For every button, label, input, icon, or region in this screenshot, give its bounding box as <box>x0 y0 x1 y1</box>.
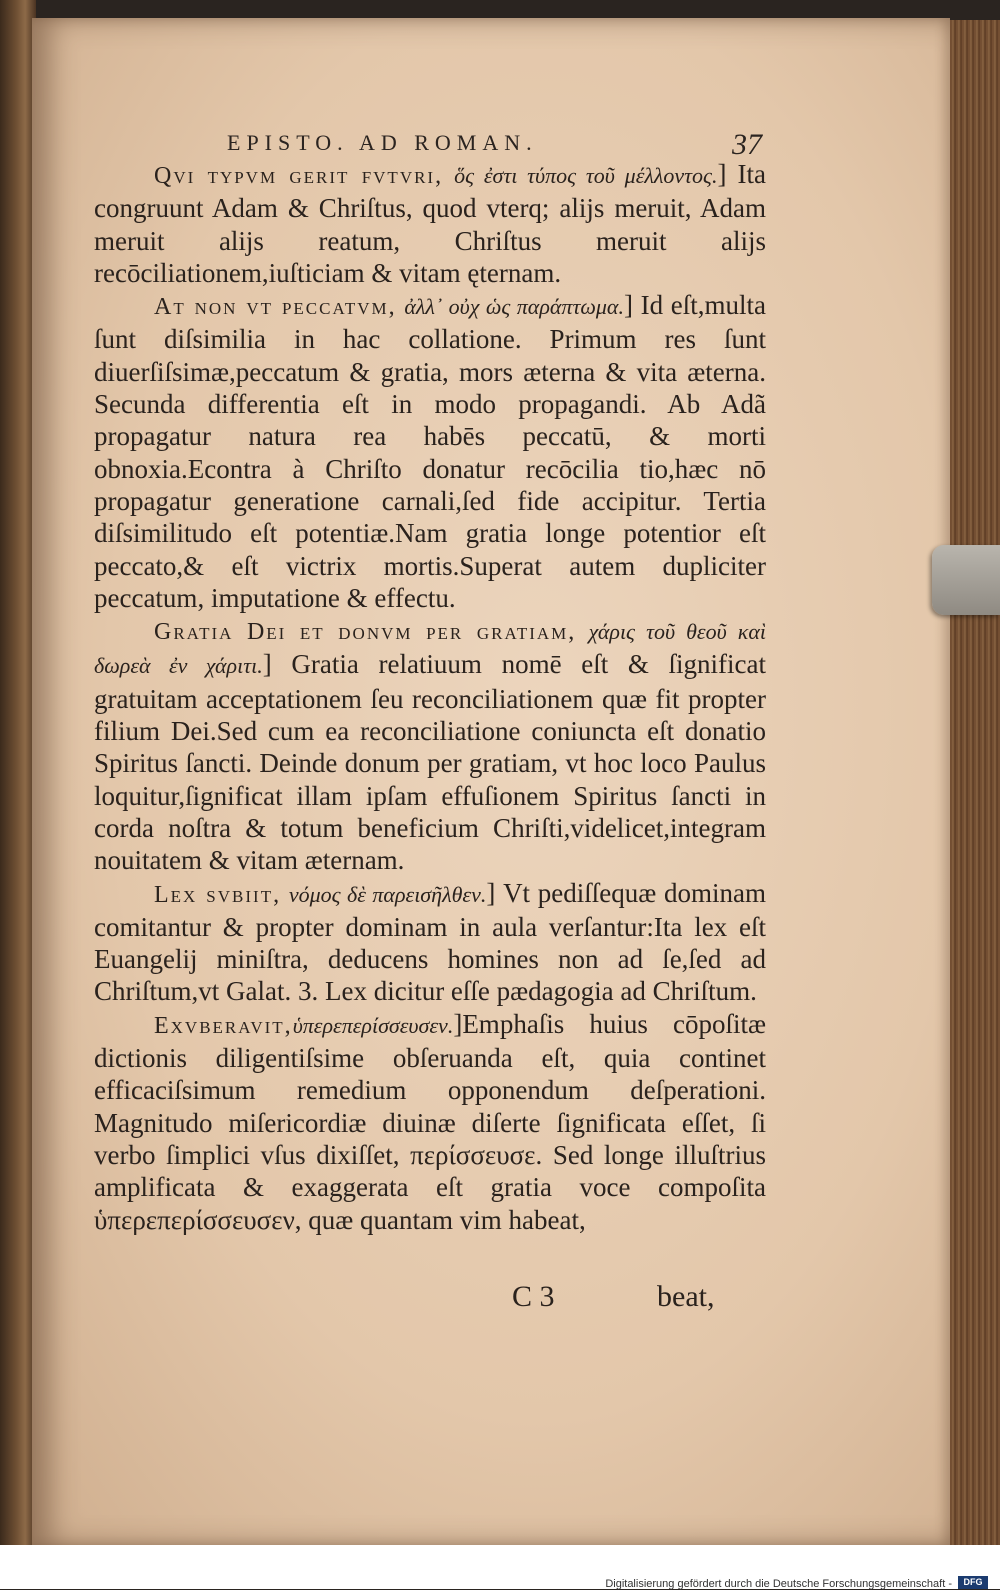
funding-credit: Digitalisierung gefördert durch die Deutsche Forschungsgemeinschaft - <box>605 1578 952 1590</box>
paragraph-text: ] Ita congruunt Adam & Chriſtus, quod vterq; alijs meruit, Adam meruit alijs reatum, Chriſtus meruit alijs recōciliationem,iuſticiam & vitam ęternam. <box>94 159 767 288</box>
signature-mark: C 3 <box>512 1280 555 1313</box>
body-text <box>94 158 766 1236</box>
lemma: Qvi typvm gerit fvtvri, <box>154 163 444 189</box>
page-edges-right <box>945 20 1000 1545</box>
greek-quote: ὑπερεπερίσσευσεν. <box>292 1012 454 1038</box>
lemma: Exvberavit, <box>154 1012 293 1039</box>
paragraph-2 <box>94 289 766 614</box>
paragraph-text: ] Gratia relatiuum nomē eſt & ſignificat gratuitam acceptationem ſeu reconciliationem quæ fit propter filium Dei.Sed cum ea reconciliatione coniuncta eſt donatio Spiritus ſancti. Deinde donum per gratiam, vt hoc loco Paulus loquitur,ſignificat illam ipſam effuſionem Spiritus ſancti in corda noſtra & totum beneficium Chriſti,videlicet,integram nouitatem & vitam æternam. <box>94 649 766 876</box>
book-spine-left <box>0 0 36 1545</box>
paragraph-1 <box>94 158 766 289</box>
lemma: Lex svbiit, <box>154 881 282 908</box>
paragraph-text: ] Vt pediſſequæ dominam comitantur & propter dominam in aula verſantur:Ita lex eſt Euangelij miniſtra, deducens homines non ad ſe,ſed ad Chriſtum,vt Galat. 3. Lex dicitur eſſe pædagogia ad Chriſtum. <box>94 877 766 1007</box>
greek-quote: νόμος δὲ παρεισῆλθεν. <box>288 881 487 907</box>
page-number: 37 <box>732 128 762 161</box>
paragraph-text: ]Emphaſis huius cōpoſitæ dictionis diligentiſsime obſeruanda eſt, quia continet efficaciſsimum remedium opponendum deſperationi. Magnitudo miſericordiæ diuinæ diſerte ſignificata eſſet, ſi verbo ſimplici vſus dixiſſet, περίσσευσε. Sed longe illuſtrius amplificata & exaggerata eſt gratia voce compoſita ὑπερεπερίσσευσεν, quæ quantam vim habeat, <box>94 1008 766 1235</box>
lemma: At non vt peccatvm, <box>154 294 397 321</box>
catchword: beat, <box>657 1280 715 1313</box>
greek-quote: χάρις τοῦ θεοῦ καὶ δωρεὰ ἐν χάριτι. <box>94 619 766 679</box>
lemma: Gratia Dei et donvm per gratiam, <box>154 619 577 646</box>
paragraph-text: ] Id eſt,multa ſunt diſsimilia in hac collatione. Primum res ſunt diuerſiſsimæ,peccatum & gratia, mors æterna & vita æterna. Secunda differentia eſt in modo propagandi. Ab Adã propagatur natura rea habēs peccatū, & morti obnoxia.Econtra à Chriſto donatur recōcilia tio,hæc nō propagatur generatione carnali,ſed fide accipitur. Tertia diſsimilitudo eſt potentiæ.Nam gratia longe potentior eſt peccato,& eſt victrix mortis.Superat autem dupliciter peccatum, imputatione & effectu. <box>94 290 766 613</box>
bookmark-clip <box>932 545 1000 615</box>
greek-quote: ὅς ἐστι τύπος τοῦ μέλλοντος. <box>454 163 718 188</box>
signature-line <box>512 1280 762 1314</box>
paragraph-4 <box>94 877 766 1008</box>
greek-quote: ἀλλ᾽ οὐχ ὡς παράπτωμα. <box>404 294 624 320</box>
running-head: EPISTO. AD ROMAN. <box>227 130 538 155</box>
paragraph-5 <box>94 1008 766 1236</box>
book-page <box>32 18 950 1546</box>
paragraph-3 <box>94 614 766 876</box>
dfg-logo: DFG <box>958 1576 988 1589</box>
